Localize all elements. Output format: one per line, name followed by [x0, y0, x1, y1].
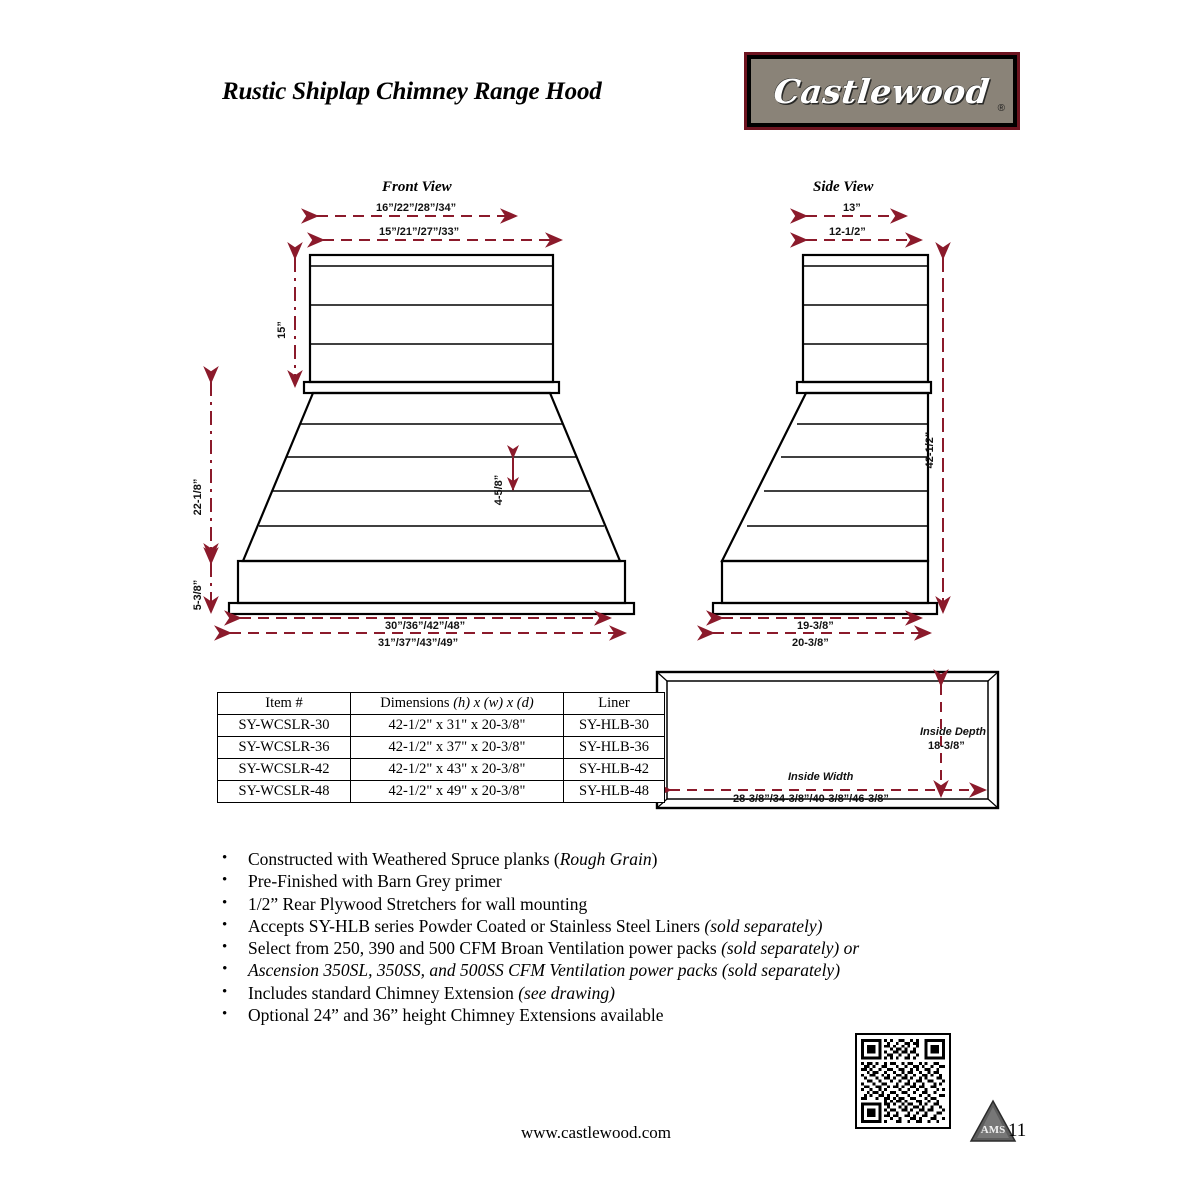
list-item — [210, 870, 970, 892]
cell-item: SY-WCSLR-30 — [218, 715, 351, 737]
inside-depth-label: Inside Depth — [920, 726, 987, 738]
cell-dimensions: 42-1/2" x 37" x 20-3/8" — [351, 737, 564, 759]
front-canopy-height-label: 22-1/8” — [192, 478, 204, 516]
registered-trademark-icon: ® — [997, 103, 1005, 114]
feature-emphasis: (sold separately) — [704, 915, 823, 936]
column-header-dimensions — [351, 693, 564, 715]
list-item — [210, 937, 970, 959]
side-view-heading: Side View — [813, 179, 874, 195]
side-top-inner-depth-label: 12-1/2” — [829, 226, 866, 238]
side-top-outer-depth-label: 13” — [843, 202, 861, 214]
feature-text: Includes standard Chimney Extension — [248, 982, 519, 1003]
dimensions-header-plain: Dimensions — [380, 695, 454, 711]
dimensions-header-italic: (h) x (w) x (d) — [453, 695, 534, 711]
feature-text: Accepts SY-HLB series Powder Coated or Stainless Steel Liners — [248, 915, 705, 936]
list-item — [210, 893, 970, 915]
list-item — [210, 1004, 970, 1026]
feature-emphasis: Ascension 350SL, 350SS, and 500SS CFM Ventilation power packs (sold separately) — [248, 960, 841, 981]
list-item — [210, 959, 970, 981]
front-view-drawing — [229, 255, 634, 614]
ams-logo-text: AMS — [980, 1124, 1006, 1136]
inside-depth-value: 18-3/8” — [928, 740, 965, 752]
specification-table — [217, 692, 665, 803]
cell-liner: SY-HLB-48 — [564, 781, 665, 803]
front-top-outer-width-label: 16”/22”/28”/34” — [376, 202, 457, 214]
feature-text: Constructed with Weathered Spruce planks ( — [248, 849, 560, 869]
side-total-height-label: 42-1/2” — [924, 431, 936, 469]
list-item — [210, 848, 970, 870]
side-bottom-outer-depth-label: 20-3/8” — [792, 637, 829, 649]
front-top-inner-width-label: 15”/21”/27”/33” — [379, 226, 460, 238]
logo-inner-frame — [747, 55, 1017, 127]
feature-text: Optional 24” and 36” height Chimney Extensions available — [248, 1005, 664, 1026]
logo-face — [751, 59, 1013, 123]
table-row — [218, 715, 665, 737]
cell-dimensions: 42-1/2" x 43" x 20-3/8" — [351, 759, 564, 781]
feature-emphasis: (see drawing) — [518, 982, 615, 1003]
logo-wordmark: Castlewood — [772, 71, 992, 111]
cell-item: SY-WCSLR-42 — [218, 759, 351, 781]
front-view-heading: Front View — [382, 179, 452, 195]
feature-tail: ) — [651, 849, 658, 869]
front-base-height-label: 5-3/8” — [192, 579, 204, 611]
inside-width-label: Inside Width — [788, 771, 854, 783]
table-row — [218, 781, 665, 803]
column-header-item: Item # — [218, 693, 351, 715]
page-number: 11 — [1008, 1120, 1027, 1141]
front-bottom-inner-width-label: 30”/36”/42”/48” — [385, 620, 466, 632]
side-view-drawing — [713, 255, 937, 614]
list-item — [210, 982, 970, 1004]
front-bottom-outer-width-label: 31”/37”/43”/49” — [378, 637, 459, 649]
castlewood-logo — [744, 52, 1020, 130]
features-list — [210, 848, 970, 1026]
feature-text: Pre-Finished with Barn Grey primer — [248, 871, 502, 892]
column-header-liner: Liner — [564, 693, 665, 715]
qr-code-icon[interactable] — [855, 1033, 951, 1129]
inside-width-value: 28-3/8”/34-3/8”/40-3/8”/46-3/8” — [733, 793, 889, 805]
feature-text: 1/2” Rear Plywood Stretchers for wall mounting — [248, 893, 588, 914]
front-vertical-dimension-lines — [211, 258, 295, 612]
cell-dimensions: 42-1/2" x 31" x 20-3/8" — [351, 715, 564, 737]
table-body — [218, 715, 665, 803]
feature-emphasis: (sold separately) or — [721, 938, 860, 959]
qr-code-svg — [861, 1039, 945, 1123]
cell-liner: SY-HLB-30 — [564, 715, 665, 737]
front-plank-height-label: 4-5/8” — [493, 474, 505, 506]
cell-item: SY-WCSLR-36 — [218, 737, 351, 759]
page-title: Rustic Shiplap Chimney Range Hood — [222, 78, 602, 105]
cell-liner: SY-HLB-36 — [564, 737, 665, 759]
feature-emphasis: Rough Grain — [559, 849, 652, 869]
cell-liner: SY-HLB-42 — [564, 759, 665, 781]
table-row — [218, 737, 665, 759]
list-item — [210, 915, 970, 937]
feature-text: Select from 250, 390 and 500 CFM Broan Ventilation power packs — [248, 938, 722, 959]
cell-item: SY-WCSLR-48 — [218, 781, 351, 803]
front-chimney-height-label: 15” — [276, 321, 288, 339]
table-header-row — [218, 693, 665, 715]
cell-dimensions: 42-1/2" x 49" x 20-3/8" — [351, 781, 564, 803]
website-url[interactable]: www.castlewood.com — [521, 1123, 671, 1142]
table-row — [218, 759, 665, 781]
side-bottom-inner-depth-label: 19-3/8” — [797, 620, 834, 632]
